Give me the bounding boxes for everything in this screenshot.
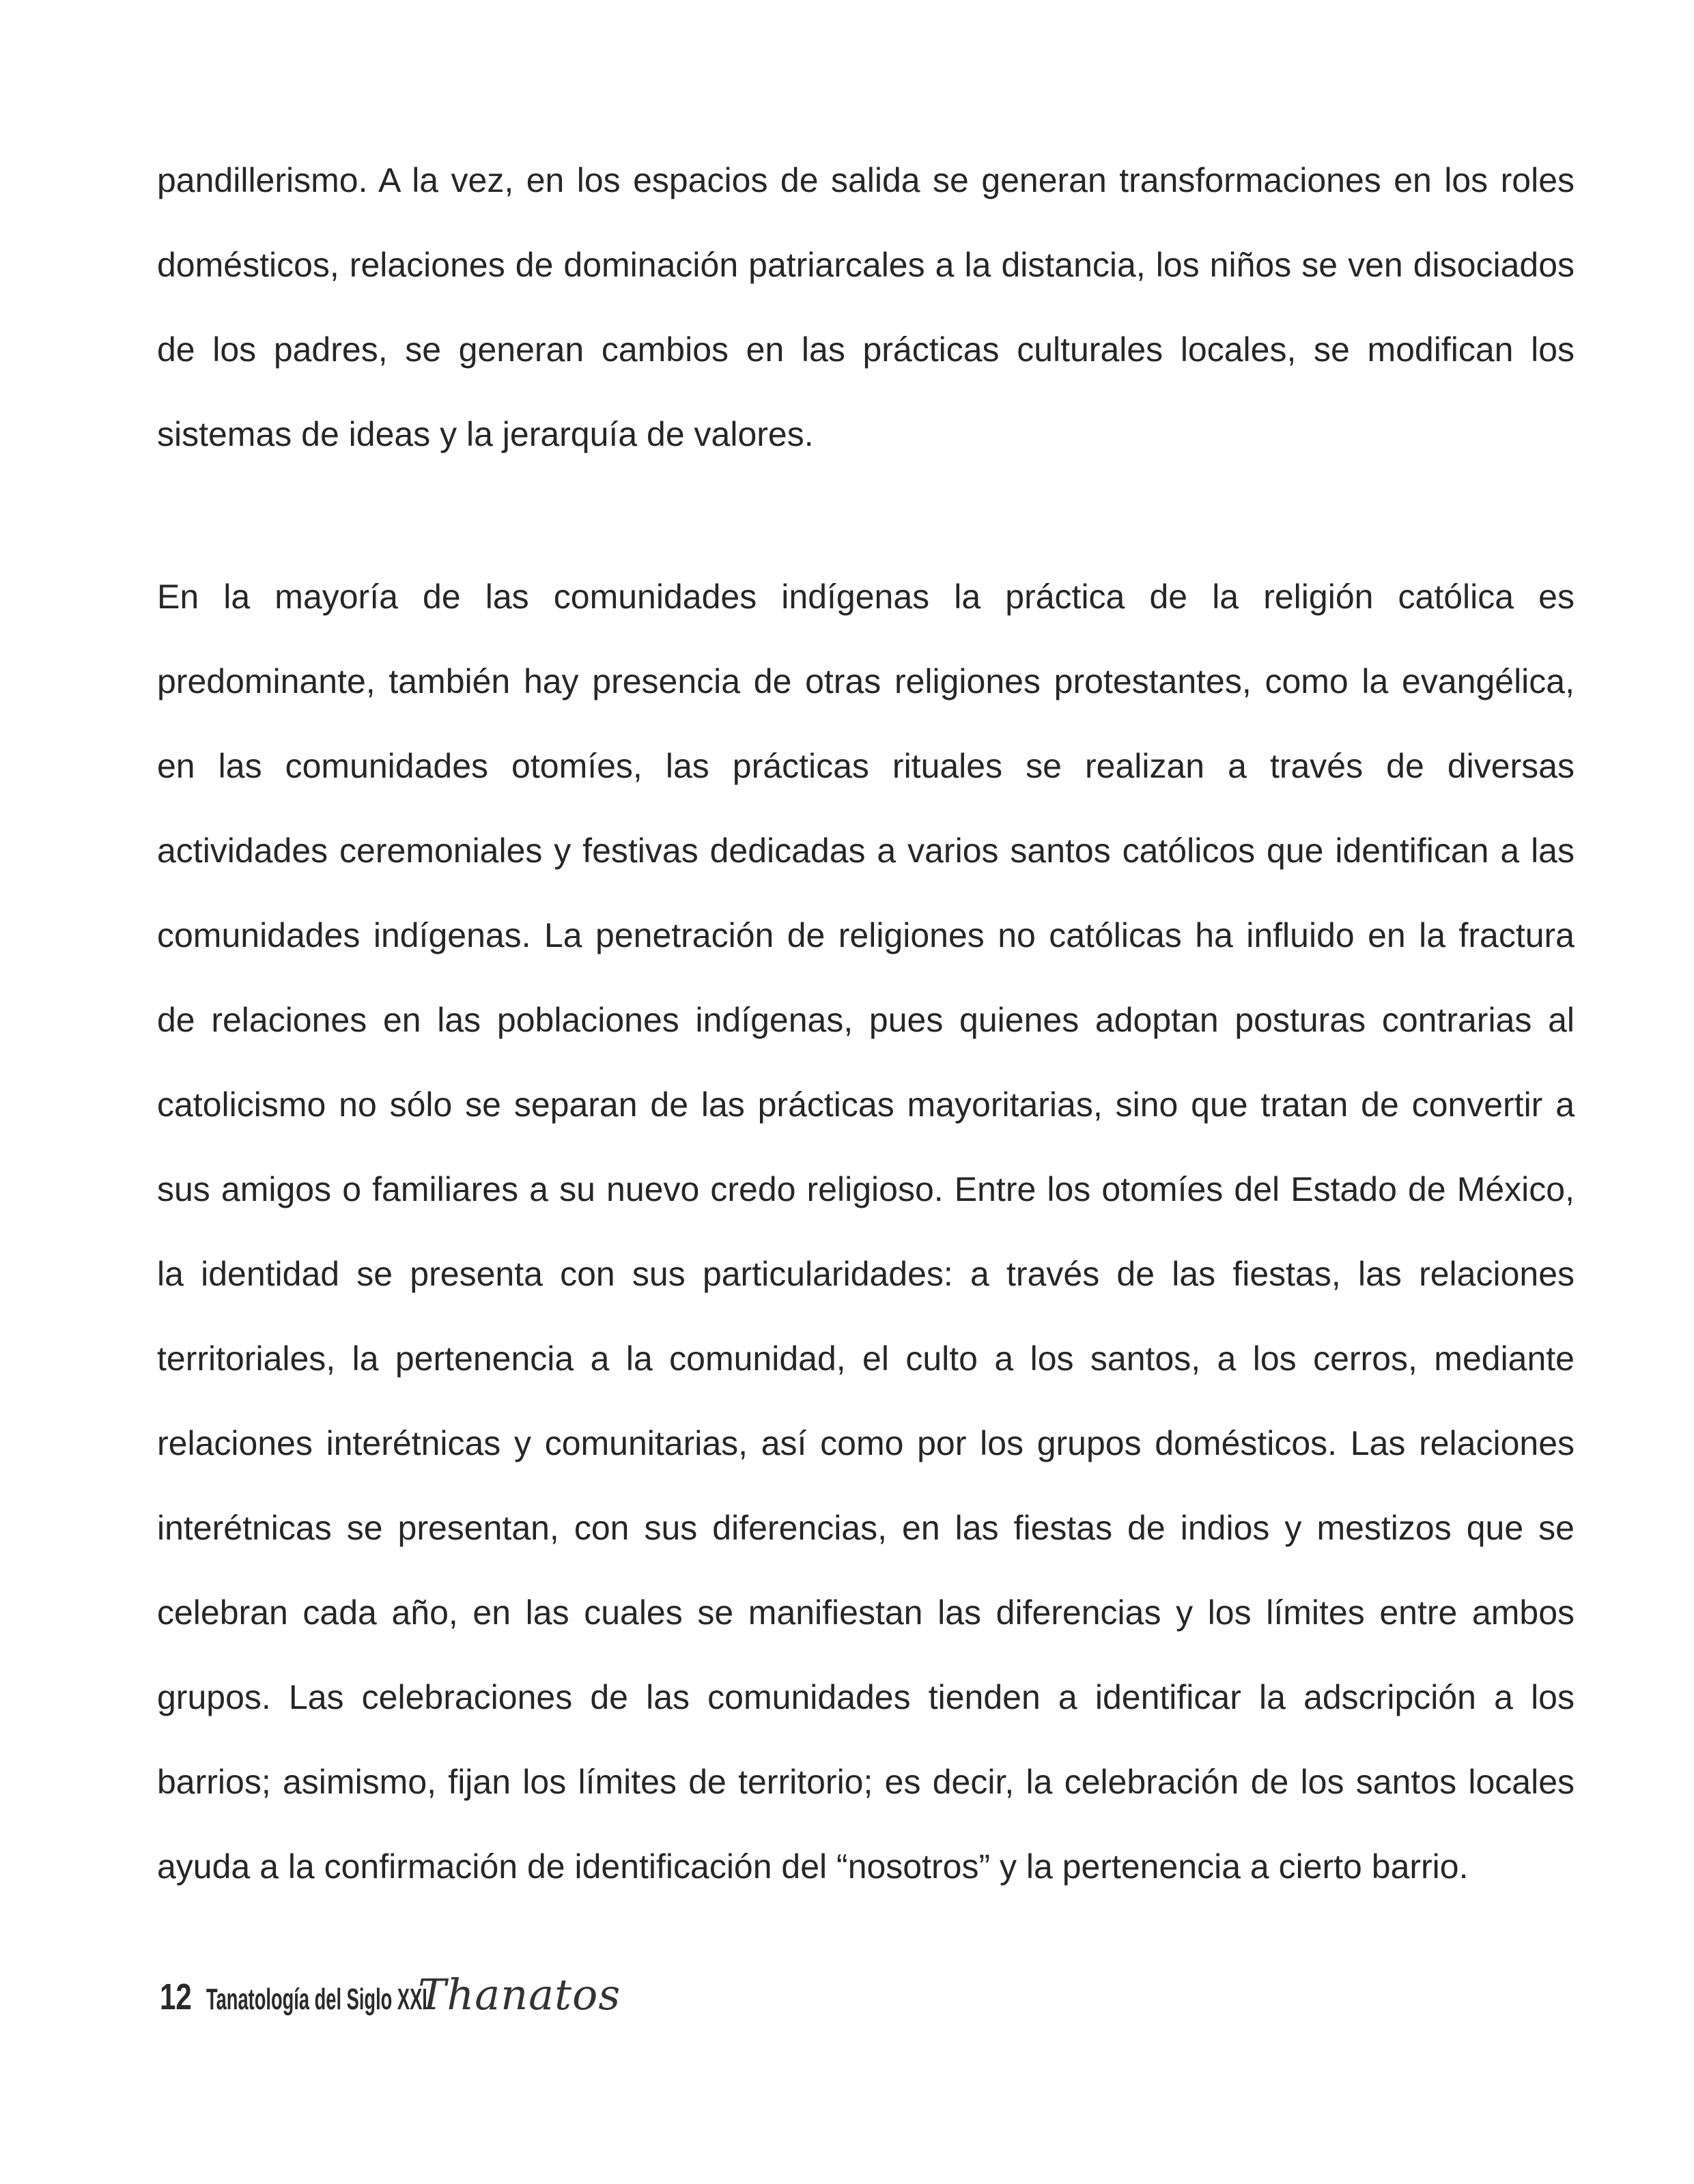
paragraph-1: pandillerismo. A la vez, en los espacios de salida se generan transformaciones en los roles domésticos, relaciones de dominación patriarcales a la distancia, los niños se ven disociados de los padres, se generan cambios en las prácticas culturales locales, se modifican los sistemas de ideas y la jerarquía de valores. bbox=[157, 161, 1575, 453]
page-footer bbox=[160, 1970, 621, 2024]
journal-name: Tanatología del Siglo XXI bbox=[206, 1983, 427, 2016]
page-number: 12 bbox=[160, 1976, 192, 2017]
journal-logo: Thanatos bbox=[418, 1970, 621, 2019]
paragraph-2: En la mayoría de las comunidades indígenas la práctica de la religión católica es predominante, también hay presencia de otras religiones protestantes, como la evangélica, en las comunidades otomíes, las prácticas rituales se realizan a través de diversas actividades ceremoniales y festivas dedicadas a varios santos católicos que identifican a las comunidades indígenas. La penetración de religiones no católicas ha influido en la fractura de relaciones en las poblaciones indígenas, pues quienes adoptan posturas contrarias al catolicismo no sólo se separan de las prácticas mayoritarias, sino que tratan de convertir a sus amigos o familiares a su nuevo credo religioso. Entre los otomíes del Estado de México, la identidad se presenta con sus particularidades: a través de las fiestas, las relaciones territoriales, la pertenencia a la comunidad, el culto a los santos, a los cerros, mediante relaciones interétnicas y comunitarias, así como por los grupos domésticos. Las relaciones interétnicas se presentan, con sus diferencias, en las fiestas de indios y mestizos que se celebran cada año, en las cuales se manifiestan las diferencias y los límites entre ambos grupos. Las celebraciones de las comunidades tienden a identificar la adscripción a los barrios; asimismo, fijan los límites de territorio; es decir, la celebración de los santos locales ayuda a la confirmación de identificación del “nosotros” y la pertenencia a cierto barrio. bbox=[157, 578, 1575, 1886]
